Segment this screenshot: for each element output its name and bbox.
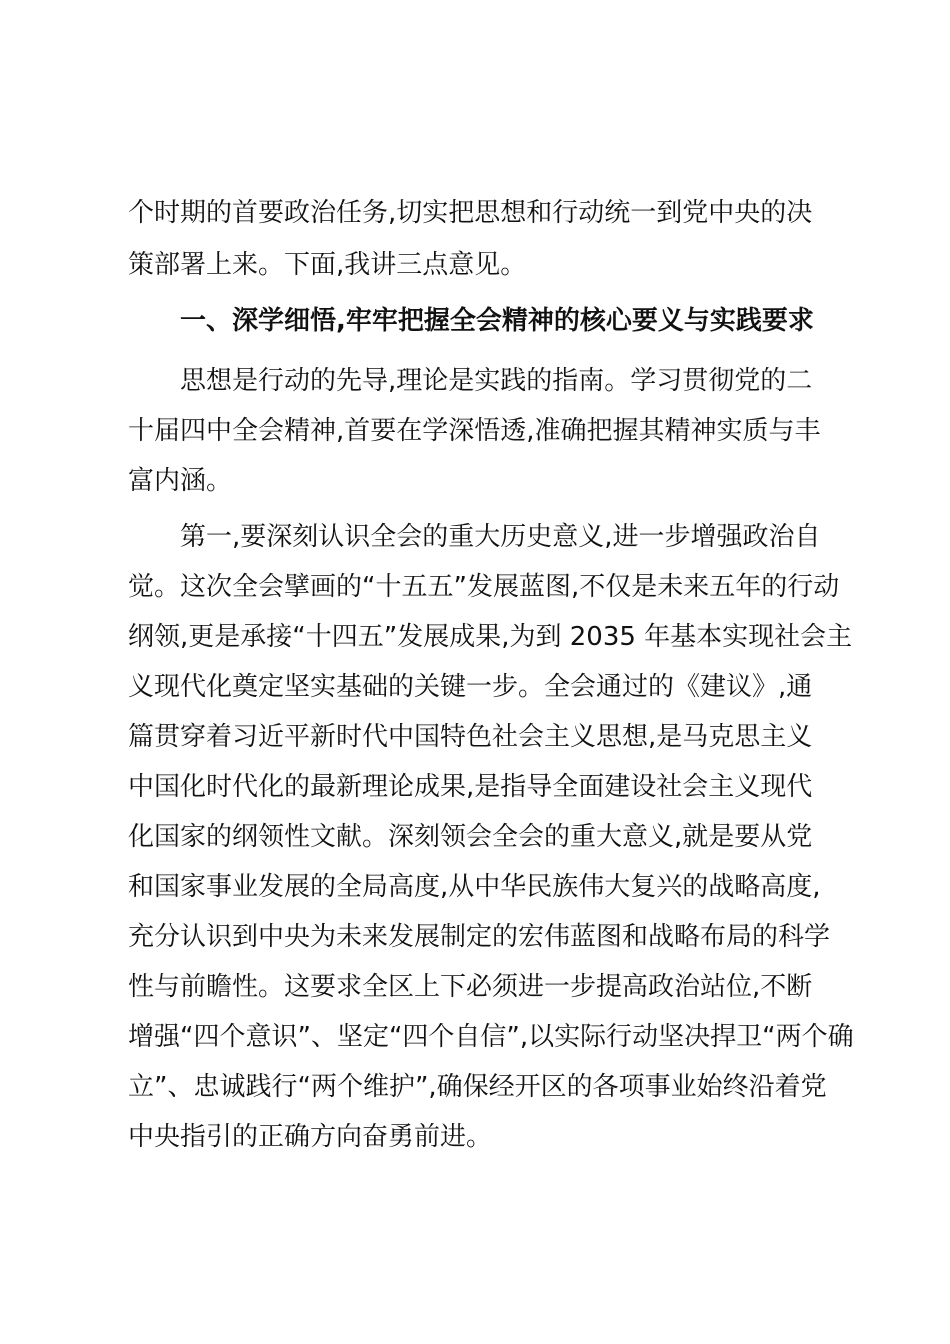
paragraph-line: 富内涵。 [128,466,233,496]
paragraph-line: 立”、忠诚践行“两个维护”,确保经开区的各项事业始终沿着党 [128,1072,827,1102]
paragraph-line: 思想是行动的先导,理论是实践的指南。学习贯彻党的二 [180,366,813,396]
paragraph-line: 中国化时代化的最新理论成果,是指导全面建设社会主义现代 [128,772,813,802]
paragraph-line: 篇贯穿着习近平新时代中国特色社会主义思想,是马克思主义 [128,722,813,752]
paragraph-line: 增强“四个意识”、坚定“四个自信”,以实际行动坚决捍卫“两个确 [128,1022,854,1052]
paragraph-line: 第一,要深刻认识全会的重大历史意义,进一步增强政治自 [180,522,821,552]
paragraph-line: 策部署上来。下面,我讲三点意见。 [128,250,527,280]
paragraph-line: 性与前瞻性。这要求全区上下必须进一步提高政治站位,不断 [128,972,813,1002]
paragraph-line: 充分认识到中央为未来发展制定的宏伟蓝图和战略布局的科学 [128,922,831,952]
paragraph-line: 十届四中全会精神,首要在学深悟透,准确把握其精神实质与丰 [128,416,821,446]
paragraph-line: 和国家事业发展的全局高度,从中华民族伟大复兴的战略高度, [128,872,821,902]
paragraph-line: 个时期的首要政治任务,切实把思想和行动统一到党中央的决 [128,198,813,228]
paragraph-line: 觉。这次全会擘画的“十五五”发展蓝图,不仅是未来五年的行动 [128,572,840,602]
paragraph-line: 中央指引的正确方向奋勇前进。 [128,1122,493,1152]
paragraph-line: 义现代化奠定坚实基础的关键一步。全会通过的《建议》,通 [128,672,813,702]
paragraph-line: 化国家的纲领性文献。深刻领会全会的重大意义,就是要从党 [128,822,813,852]
paragraph-line: 纲领,更是承接“十四五”发展成果,为到 2035 年基本实现社会主 [128,622,853,652]
section-heading: 一、深学细悟,牢牢把握全会精神的核心要义与实践要求 [180,306,814,336]
